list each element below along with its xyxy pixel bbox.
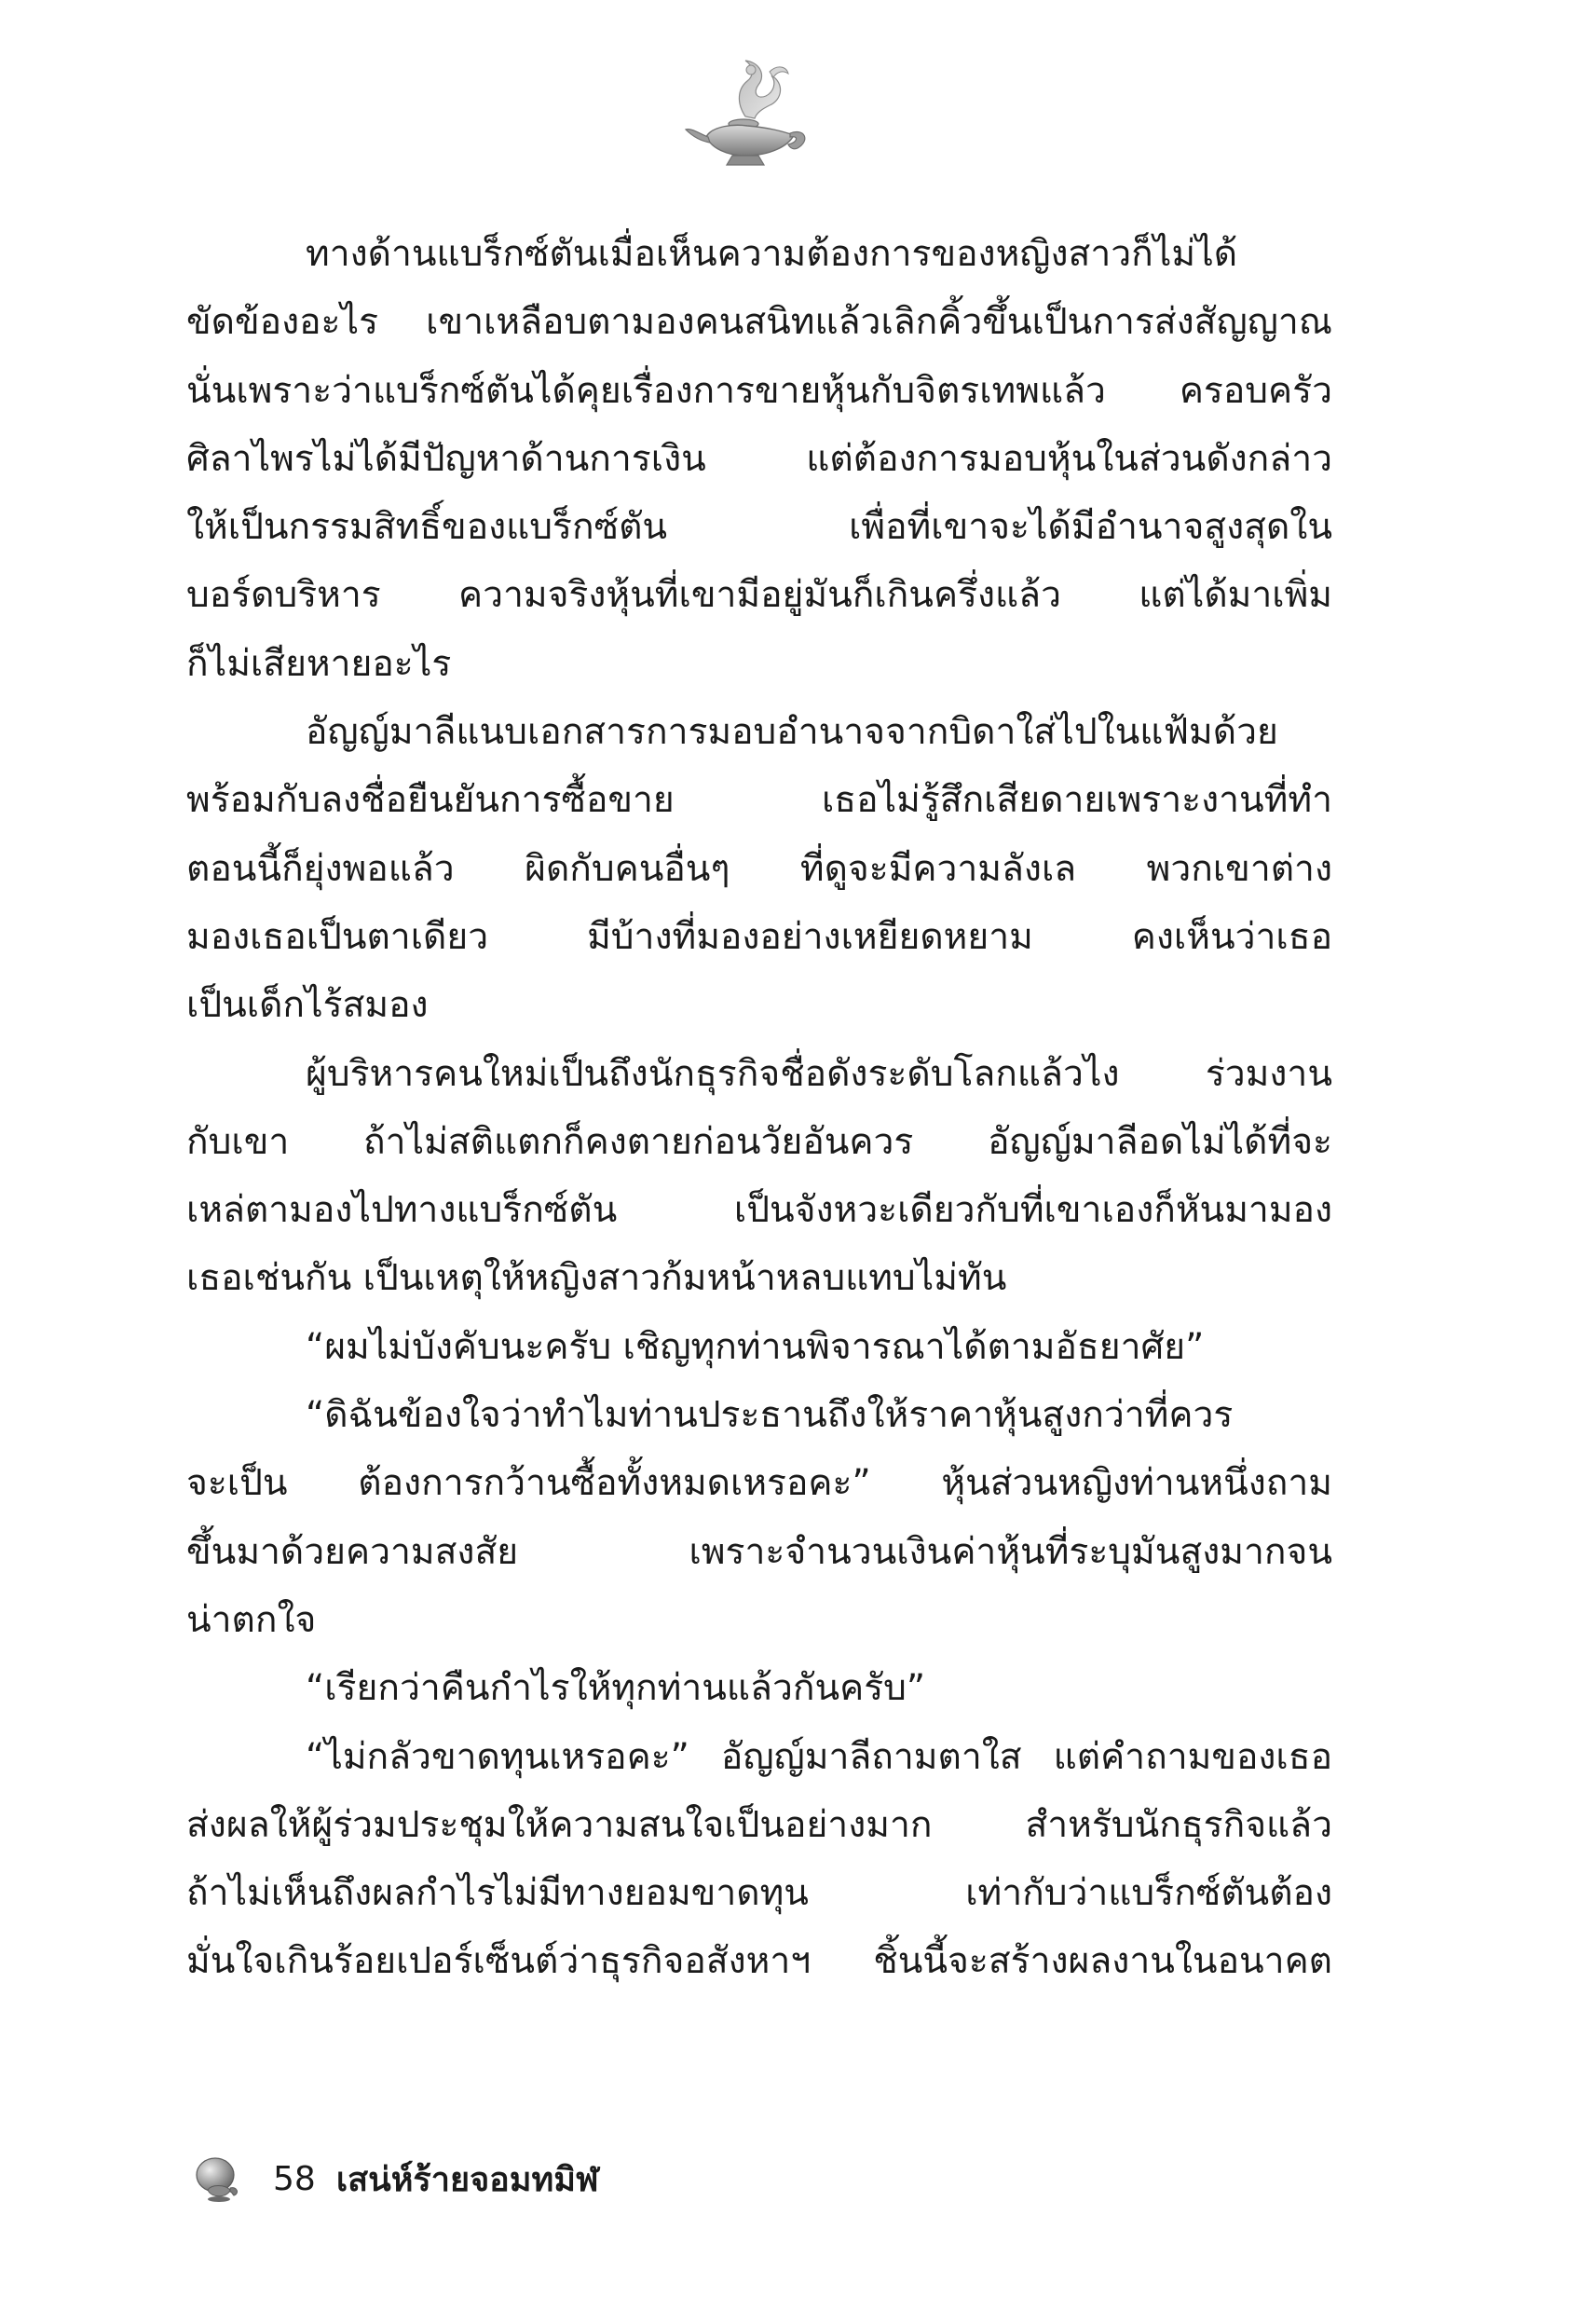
text-line: น่าตกใจ (186, 1598, 317, 1641)
text-line: บอร์ดบริหาร ความจริงหุ้นที่เขามีอยู่มันก็เกินครึ่งแล้ว แต่ได้มาเพิ่ม (186, 574, 1332, 617)
text-line: กับเขา ถ้าไม่สติแตกก็คงตายก่อนวัยอันควร อัญญ์มาลีอดไม่ได้ที่จะ (186, 1120, 1332, 1163)
body-text (186, 220, 1332, 1996)
text-line: ส่งผลให้ผู้ร่วมประชุมให้ความสนใจเป็นอย่างมาก สำหรับนักธุรกิจแล้ว (186, 1803, 1332, 1846)
book-title: เสน่ห์ร้ายจอมทมิฬ (335, 2160, 599, 2199)
text-line: มั่นใจเกินร้อยเปอร์เซ็นต์ว่าธุรกิจอสังหาฯ ชิ้นนี้จะสร้างผลงานในอนาคต (186, 1940, 1332, 1983)
text-line: “เรียกว่าคืนกำไรให้ทุกท่านแล้วกันครับ” (306, 1667, 926, 1710)
text-line: พร้อมกับลงชื่อยืนยันการซื้อขาย เธอไม่รู้สึกเสียดายเพราะงานที่ทำ (186, 779, 1332, 822)
text-line: ผู้บริหารคนใหม่เป็นถึงนักธุรกิจชื่อดังระดับโลกแล้วไง ร่วมงาน (306, 1052, 1332, 1095)
page-number: 58 (273, 2159, 316, 2198)
text-line: “ผมไม่บังคับนะครับ เชิญทุกท่านพิจารณาได้ตามอัธยาศัย” (306, 1325, 1205, 1368)
text-line: เธอเช่นกัน เป็นเหตุให้หญิงสาวก้มหน้าหลบแทบไม่ทัน (186, 1257, 1007, 1300)
text-line: ทางด้านแบร็กซ์ตันเมื่อเห็นความต้องการของหญิงสาวก็ไม่ได้ (306, 233, 1238, 275)
text-line: จะเป็น ต้องการกว้านซื้อทั้งหมดเหรอคะ” หุ้นส่วนหญิงท่านหนึ่งถาม (186, 1462, 1332, 1505)
text-line: “ไม่กลัวขาดทุนเหรอคะ” อัญญ์มาลีถามตาใส แต่คำถามของเธอ (306, 1735, 1332, 1778)
text-line: ศิลาไพรไม่ได้มีปัญหาด้านการเงิน แต่ต้องการมอบหุ้นในส่วนดังกล่าว (186, 437, 1332, 480)
text-line: ถ้าไม่เห็นถึงผลกำไรไม่มีทางยอมขาดทุน เท่ากับว่าแบร็กซ์ตันต้อง (186, 1872, 1332, 1915)
text-line: ก็ไม่เสียหายอะไร (186, 642, 452, 685)
lamp-icon (191, 2153, 243, 2205)
text-line: ขึ้นมาด้วยความสงสัย เพราะจำนวนเงินค่าหุ้นที่ระบุมันสูงมากจน (186, 1530, 1332, 1573)
text-line: ขัดข้องอะไร เขาเหลือบตามองคนสนิทแล้วเลิกคิ้วขึ้นเป็นการส่งสัญญาณ (186, 301, 1332, 344)
text-line: เป็นเด็กไร้สมอง (186, 984, 429, 1027)
page-footer (191, 2151, 599, 2207)
magic-lamp-icon (680, 51, 820, 172)
text-line: เหล่ตามองไปทางแบร็กซ์ตัน เป็นจังหวะเดียวกับที่เขาเองก็หันมามอง (186, 1189, 1332, 1232)
text-line: ให้เป็นกรรมสิทธิ์ของแบร็กซ์ตัน เพื่อที่เขาจะได้มีอำนาจสูงสุดใน (186, 506, 1332, 549)
text-line: นั่นเพราะว่าแบร็กซ์ตันได้คุยเรื่องการขายหุ้นกับจิตรเทพแล้ว ครอบครัว (186, 369, 1332, 412)
text-line: มองเธอเป็นตาเดียว มีบ้างที่มองอย่างเหยียดหยาม คงเห็นว่าเธอ (186, 915, 1332, 958)
text-line: “ดิฉันข้องใจว่าทำไมท่านประธานถึงให้ราคาหุ้นสูงกว่าที่ควร (306, 1394, 1234, 1437)
text-line: อัญญ์มาลีแนบเอกสารการมอบอำนาจจากบิดาใส่ไปในแฟ้มด้วย (306, 711, 1278, 754)
text-line: ตอนนี้ก็ยุ่งพอแล้ว ผิดกับคนอื่นๆ ที่ดูจะมีความลังเล พวกเขาต่าง (186, 847, 1332, 890)
